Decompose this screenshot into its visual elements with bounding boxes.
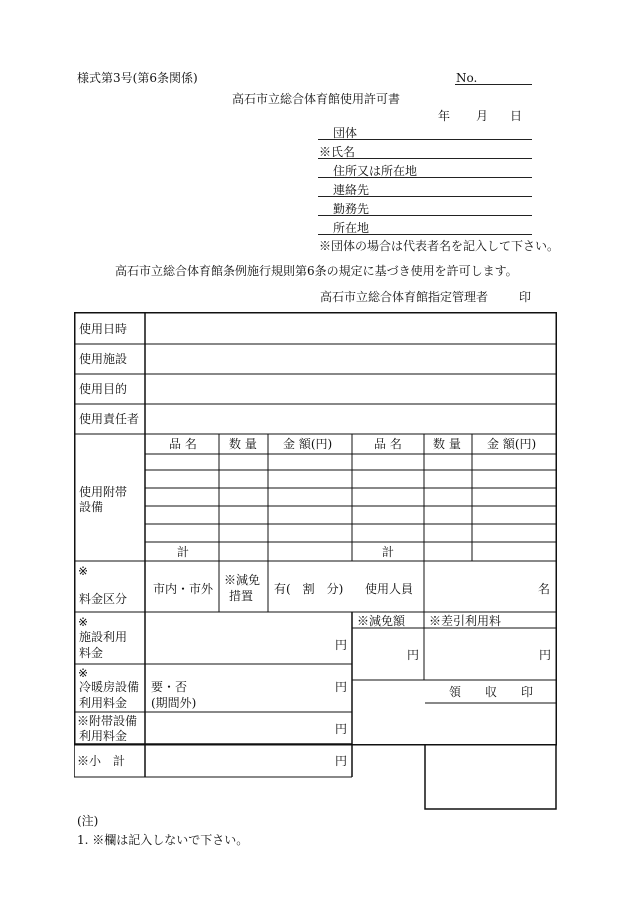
net-fee-yen: 円 [539, 648, 552, 662]
document-title: 高石市立総合体育館使用許可書 [232, 92, 401, 106]
reduction-label-1: ※減免 [224, 573, 261, 587]
col-qty-1: 数 量 [229, 437, 257, 451]
fee-city: 市内・市外 [153, 582, 214, 596]
applicant-note: ※団体の場合は代表者名を記入して下さい。 [319, 239, 560, 253]
facility-fee-mark: ※ [78, 615, 89, 629]
label-use-purpose: 使用目的 [79, 382, 128, 396]
label-equipment-1: 使用附帯 [79, 485, 128, 499]
users-unit: 名 [538, 582, 551, 596]
net-fee-label: ※差引利用料 [429, 614, 502, 628]
facility-fee-yen: 円 [335, 638, 348, 652]
no-field-line[interactable] [455, 84, 532, 85]
hvac-period: (期間外) [151, 696, 197, 710]
hvac-label-2: 利用料金 [79, 696, 128, 710]
applicant-group-line[interactable] [318, 139, 532, 140]
label-equipment-2: 設備 [79, 500, 104, 514]
col-amount-2: 金 額(円) [487, 437, 537, 451]
label-users: 使用人員 [365, 582, 414, 596]
applicant-contact-line[interactable] [318, 196, 532, 197]
reduction-amount-label: ※減免額 [357, 614, 406, 628]
hvac-yen: 円 [335, 680, 348, 694]
hvac-mark: ※ [78, 666, 89, 680]
issuer-seal: 印 [519, 290, 532, 304]
applicant-location-label: 所在地 [333, 221, 370, 235]
label-use-manager: 使用責任者 [79, 412, 140, 426]
hvac-need: 要・否 [151, 680, 188, 694]
no-label: No. [456, 71, 478, 85]
label-use-facility: 使用施設 [79, 352, 128, 366]
equipment-fee-yen: 円 [335, 722, 348, 736]
subtotal-yen: 円 [335, 754, 348, 768]
permit-form-table [74, 312, 557, 810]
applicant-workplace-line[interactable] [318, 215, 532, 216]
notes-item-1: 1. ※欄は記入しないで下さい。 [77, 833, 249, 847]
applicant-address-label: 住所又は所在地 [333, 164, 418, 178]
notes-heading: (注) [77, 814, 99, 828]
reduction-value: 有( 割 分) [274, 582, 344, 596]
fee-mark: ※ [78, 564, 89, 578]
date-month: 月 [476, 109, 489, 123]
applicant-contact-label: 連絡先 [333, 183, 370, 197]
receipt-stamp-label: 領 収 印 [449, 685, 534, 699]
subtotal-label: ※小 計 [77, 754, 126, 768]
equipment-fee-label-1: ※附帯設備 [77, 714, 138, 728]
label-use-datetime: 使用日時 [79, 322, 128, 336]
label-fee-category: 料金区分 [79, 592, 128, 606]
reduction-amount-yen: 円 [407, 648, 420, 662]
applicant-group-label: 団体 [333, 126, 358, 140]
issuer-name: 高石市立総合体育館指定管理者 [320, 290, 489, 304]
permission-statement: 高石市立総合体育館条例施行規則第6条の規定に基づき使用を許可します。 [115, 264, 518, 278]
applicant-name-label: ※氏名 [319, 145, 356, 159]
form-number: 様式第3号(第6条関係) [77, 71, 198, 85]
date-year: 年 [438, 109, 451, 123]
applicant-name-line[interactable] [318, 158, 532, 159]
applicant-workplace-label: 勤務先 [333, 202, 370, 216]
date-day: 日 [510, 109, 523, 123]
equipment-fee-label-2: 利用料金 [79, 729, 128, 743]
col-item-1: 品 名 [169, 437, 197, 451]
facility-fee-label-1: 施設利用 [79, 630, 128, 644]
reduction-label-2: 措置 [229, 589, 254, 603]
facility-fee-label-2: 料金 [79, 646, 104, 660]
total-left: 計 [177, 545, 190, 559]
col-qty-2: 数 量 [433, 437, 461, 451]
applicant-location-line[interactable] [318, 234, 532, 235]
col-amount-1: 金 額(円) [283, 437, 333, 451]
applicant-address-line[interactable] [318, 177, 532, 178]
hvac-label-1: 冷暖房設備 [79, 680, 140, 694]
form-grid-lines [74, 312, 557, 810]
total-right: 計 [382, 545, 395, 559]
col-item-2: 品 名 [374, 437, 402, 451]
